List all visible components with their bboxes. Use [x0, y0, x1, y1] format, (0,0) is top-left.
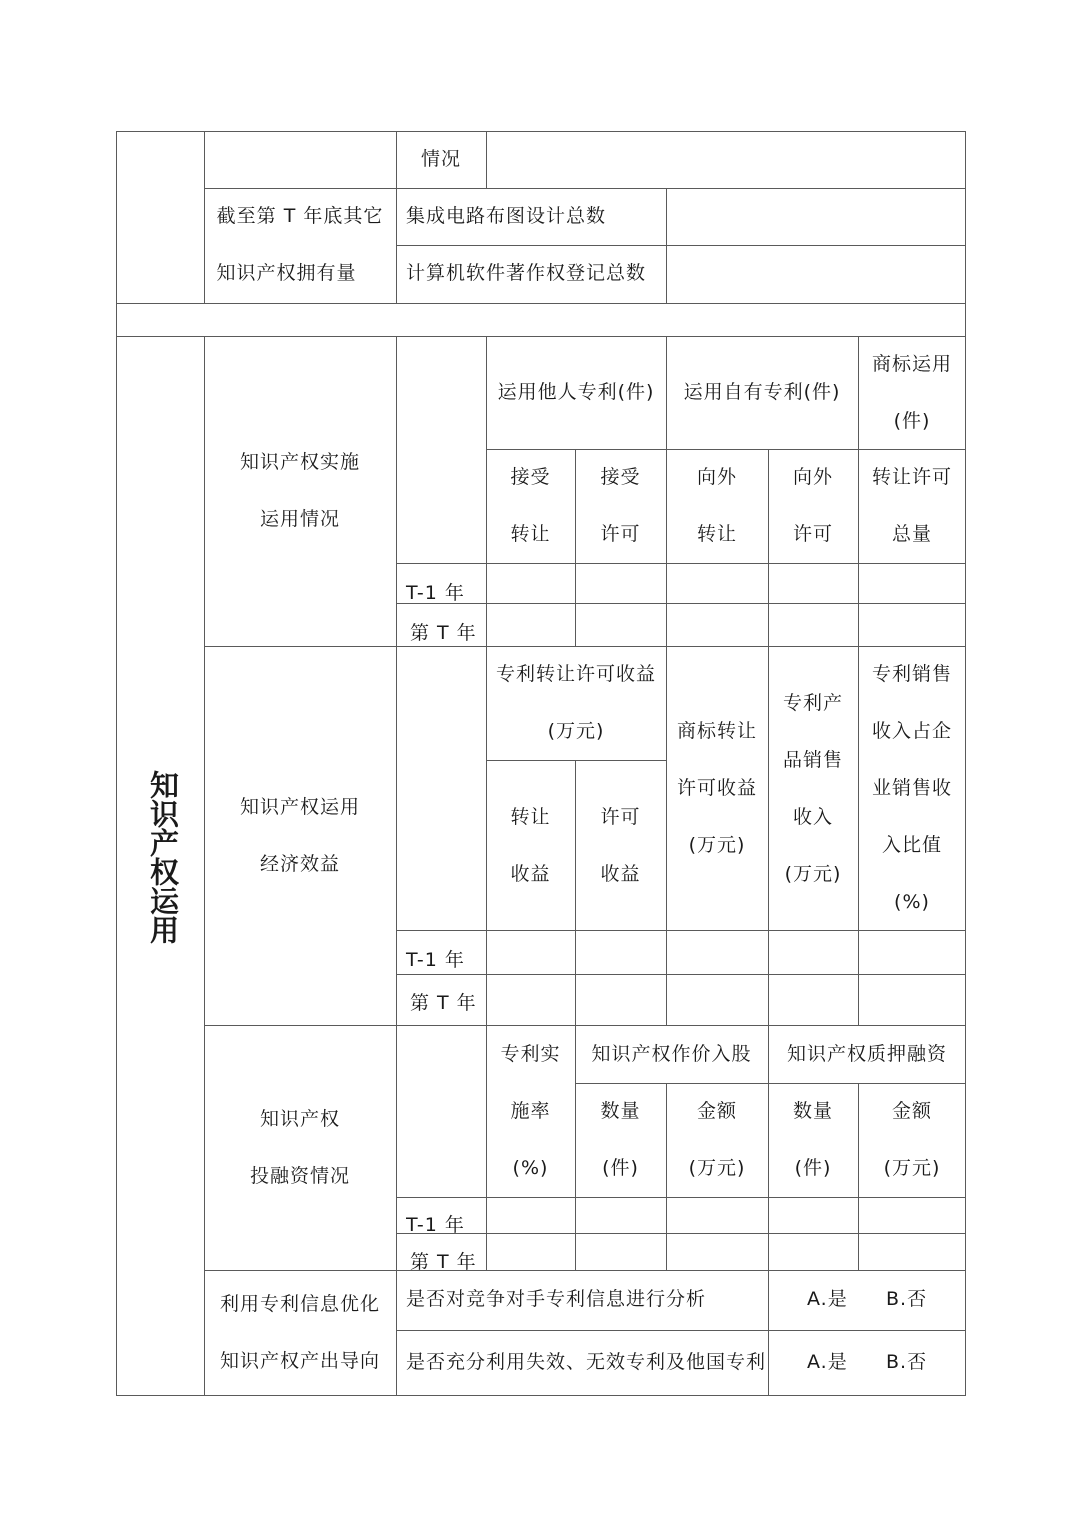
- header-ratio-5: (%): [894, 891, 930, 913]
- header-ratio-1: 专利销售: [871, 663, 952, 685]
- sub-equity-amt: 金额: [696, 1100, 737, 1122]
- cell-qingkuang: 情况: [420, 148, 461, 170]
- header-pledge: 知识产权质押融资: [786, 1043, 947, 1065]
- sub-equity-qty: 数量: [600, 1100, 641, 1122]
- grid-line: [396, 603, 966, 604]
- grid-line: [396, 1197, 966, 1198]
- sub-license-income-2: 收益: [600, 863, 641, 885]
- grid-line: [666, 188, 667, 303]
- option-b[interactable]: B.否: [886, 1288, 928, 1310]
- header-tm-income-1: 商标转让: [676, 720, 757, 742]
- sub-accept-license-1: 接受: [600, 466, 641, 488]
- econ-label-1: 知识产权运用: [239, 796, 360, 818]
- sub-transfer-income-2: 收益: [510, 863, 551, 885]
- other-ip-label-1: 截至第 T 年底其它: [216, 205, 384, 227]
- other-ip-label-2: 知识产权拥有量: [216, 262, 357, 284]
- sub-out-license-1: 向外: [792, 466, 833, 488]
- header-product-2: 品销售: [782, 749, 843, 771]
- option-a[interactable]: A.是: [807, 1351, 848, 1373]
- header-ratio-2: 收入占企: [871, 720, 952, 742]
- grid-line: [396, 974, 966, 975]
- invest-label-1: 知识产权: [259, 1108, 340, 1130]
- grid-line: [396, 1330, 966, 1331]
- sub-transfer-income-1: 转让: [510, 806, 551, 828]
- sub-transfer-total-1: 转让许可: [871, 466, 952, 488]
- sub-pledge-amt: 金额: [891, 1100, 932, 1122]
- sub-accept-transfer-1: 接受: [510, 466, 551, 488]
- sub-pledge-qty: 数量: [792, 1100, 833, 1122]
- grid-line: [396, 1233, 966, 1234]
- option-b[interactable]: B.否: [886, 1351, 928, 1373]
- header-patent-income-1: 专利转让许可收益: [495, 663, 656, 685]
- sub-out-license-2: 许可: [792, 523, 833, 545]
- patent-info-label-1: 利用专利信息优化: [219, 1293, 380, 1315]
- year-prev-label: T-1 年: [406, 582, 465, 604]
- sub-out-transfer-1: 向外: [696, 466, 737, 488]
- header-impl-rate-2: 施率: [510, 1100, 551, 1122]
- sub-accept-license-2: 许可: [600, 523, 641, 545]
- header-use-others: 运用他人专利(件): [497, 381, 655, 403]
- grid-line: [116, 1395, 966, 1396]
- question-invalid-patents: 是否充分利用失效、无效专利及他国专利: [406, 1351, 767, 1373]
- year-cur-label: 第 T 年: [410, 992, 477, 1014]
- header-trademark-1: 商标运用: [871, 353, 952, 375]
- header-impl-rate-1: 专利实: [500, 1043, 561, 1065]
- header-tm-income-2: 许可收益: [676, 777, 757, 799]
- patent-info-label-2: 知识产权产出导向: [219, 1350, 380, 1372]
- software-label: 计算机软件著作权登记总数: [406, 262, 647, 284]
- header-product-3: 收入: [792, 806, 833, 828]
- sub-pledge-qty-unit: (件): [794, 1157, 832, 1179]
- section-title: 知识产权运用: [146, 770, 180, 944]
- grid-line: [116, 131, 966, 132]
- header-tm-income-3: (万元): [688, 834, 746, 856]
- ic-layout-label: 集成电路布图设计总数: [406, 205, 607, 227]
- year-prev-label: T-1 年: [406, 1214, 465, 1233]
- grid-line: [486, 760, 666, 761]
- header-use-own: 运用自有专利(件): [683, 381, 841, 403]
- grid-line: [768, 1270, 769, 1395]
- year-cur-label: 第 T 年: [410, 622, 477, 644]
- grid-line: [396, 336, 397, 1395]
- econ-label-2: 经济效益: [259, 853, 340, 875]
- grid-line: [116, 303, 966, 304]
- year-prev-label: T-1 年: [406, 949, 465, 971]
- grid-line: [116, 336, 966, 337]
- sub-pledge-amt-unit: (万元): [883, 1157, 941, 1179]
- invest-label-2: 投融资情况: [249, 1165, 350, 1187]
- sub-equity-qty-unit: (件): [602, 1157, 639, 1179]
- header-product-4: (万元): [784, 863, 842, 885]
- impl-label-2: 运用情况: [259, 508, 340, 530]
- option-a[interactable]: A.是: [807, 1288, 848, 1310]
- grid-line: [486, 131, 487, 188]
- sub-accept-transfer-2: 转让: [510, 523, 551, 545]
- sub-equity-amt-unit: (万元): [688, 1157, 746, 1179]
- sub-license-income-1: 许可: [600, 806, 641, 828]
- grid-line: [116, 131, 117, 1396]
- header-trademark-2: (件): [893, 410, 931, 432]
- sub-transfer-total-2: 总量: [891, 523, 932, 545]
- year-cur-label: 第 T 年: [410, 1251, 477, 1270]
- header-patent-income-2: (万元): [547, 720, 605, 742]
- header-ratio-3: 业销售收: [871, 777, 952, 799]
- impl-label-1: 知识产权实施: [239, 451, 360, 473]
- grid-line: [396, 563, 966, 564]
- header-equity: 知识产权作价入股: [591, 1043, 752, 1065]
- header-product-1: 专利产: [782, 692, 843, 714]
- question-competitor: 是否对竞争对手专利信息进行分析: [406, 1288, 707, 1310]
- sub-out-transfer-2: 转让: [696, 523, 737, 545]
- header-ratio-4: 入比值: [881, 834, 942, 856]
- header-impl-rate-3: (%): [512, 1157, 549, 1179]
